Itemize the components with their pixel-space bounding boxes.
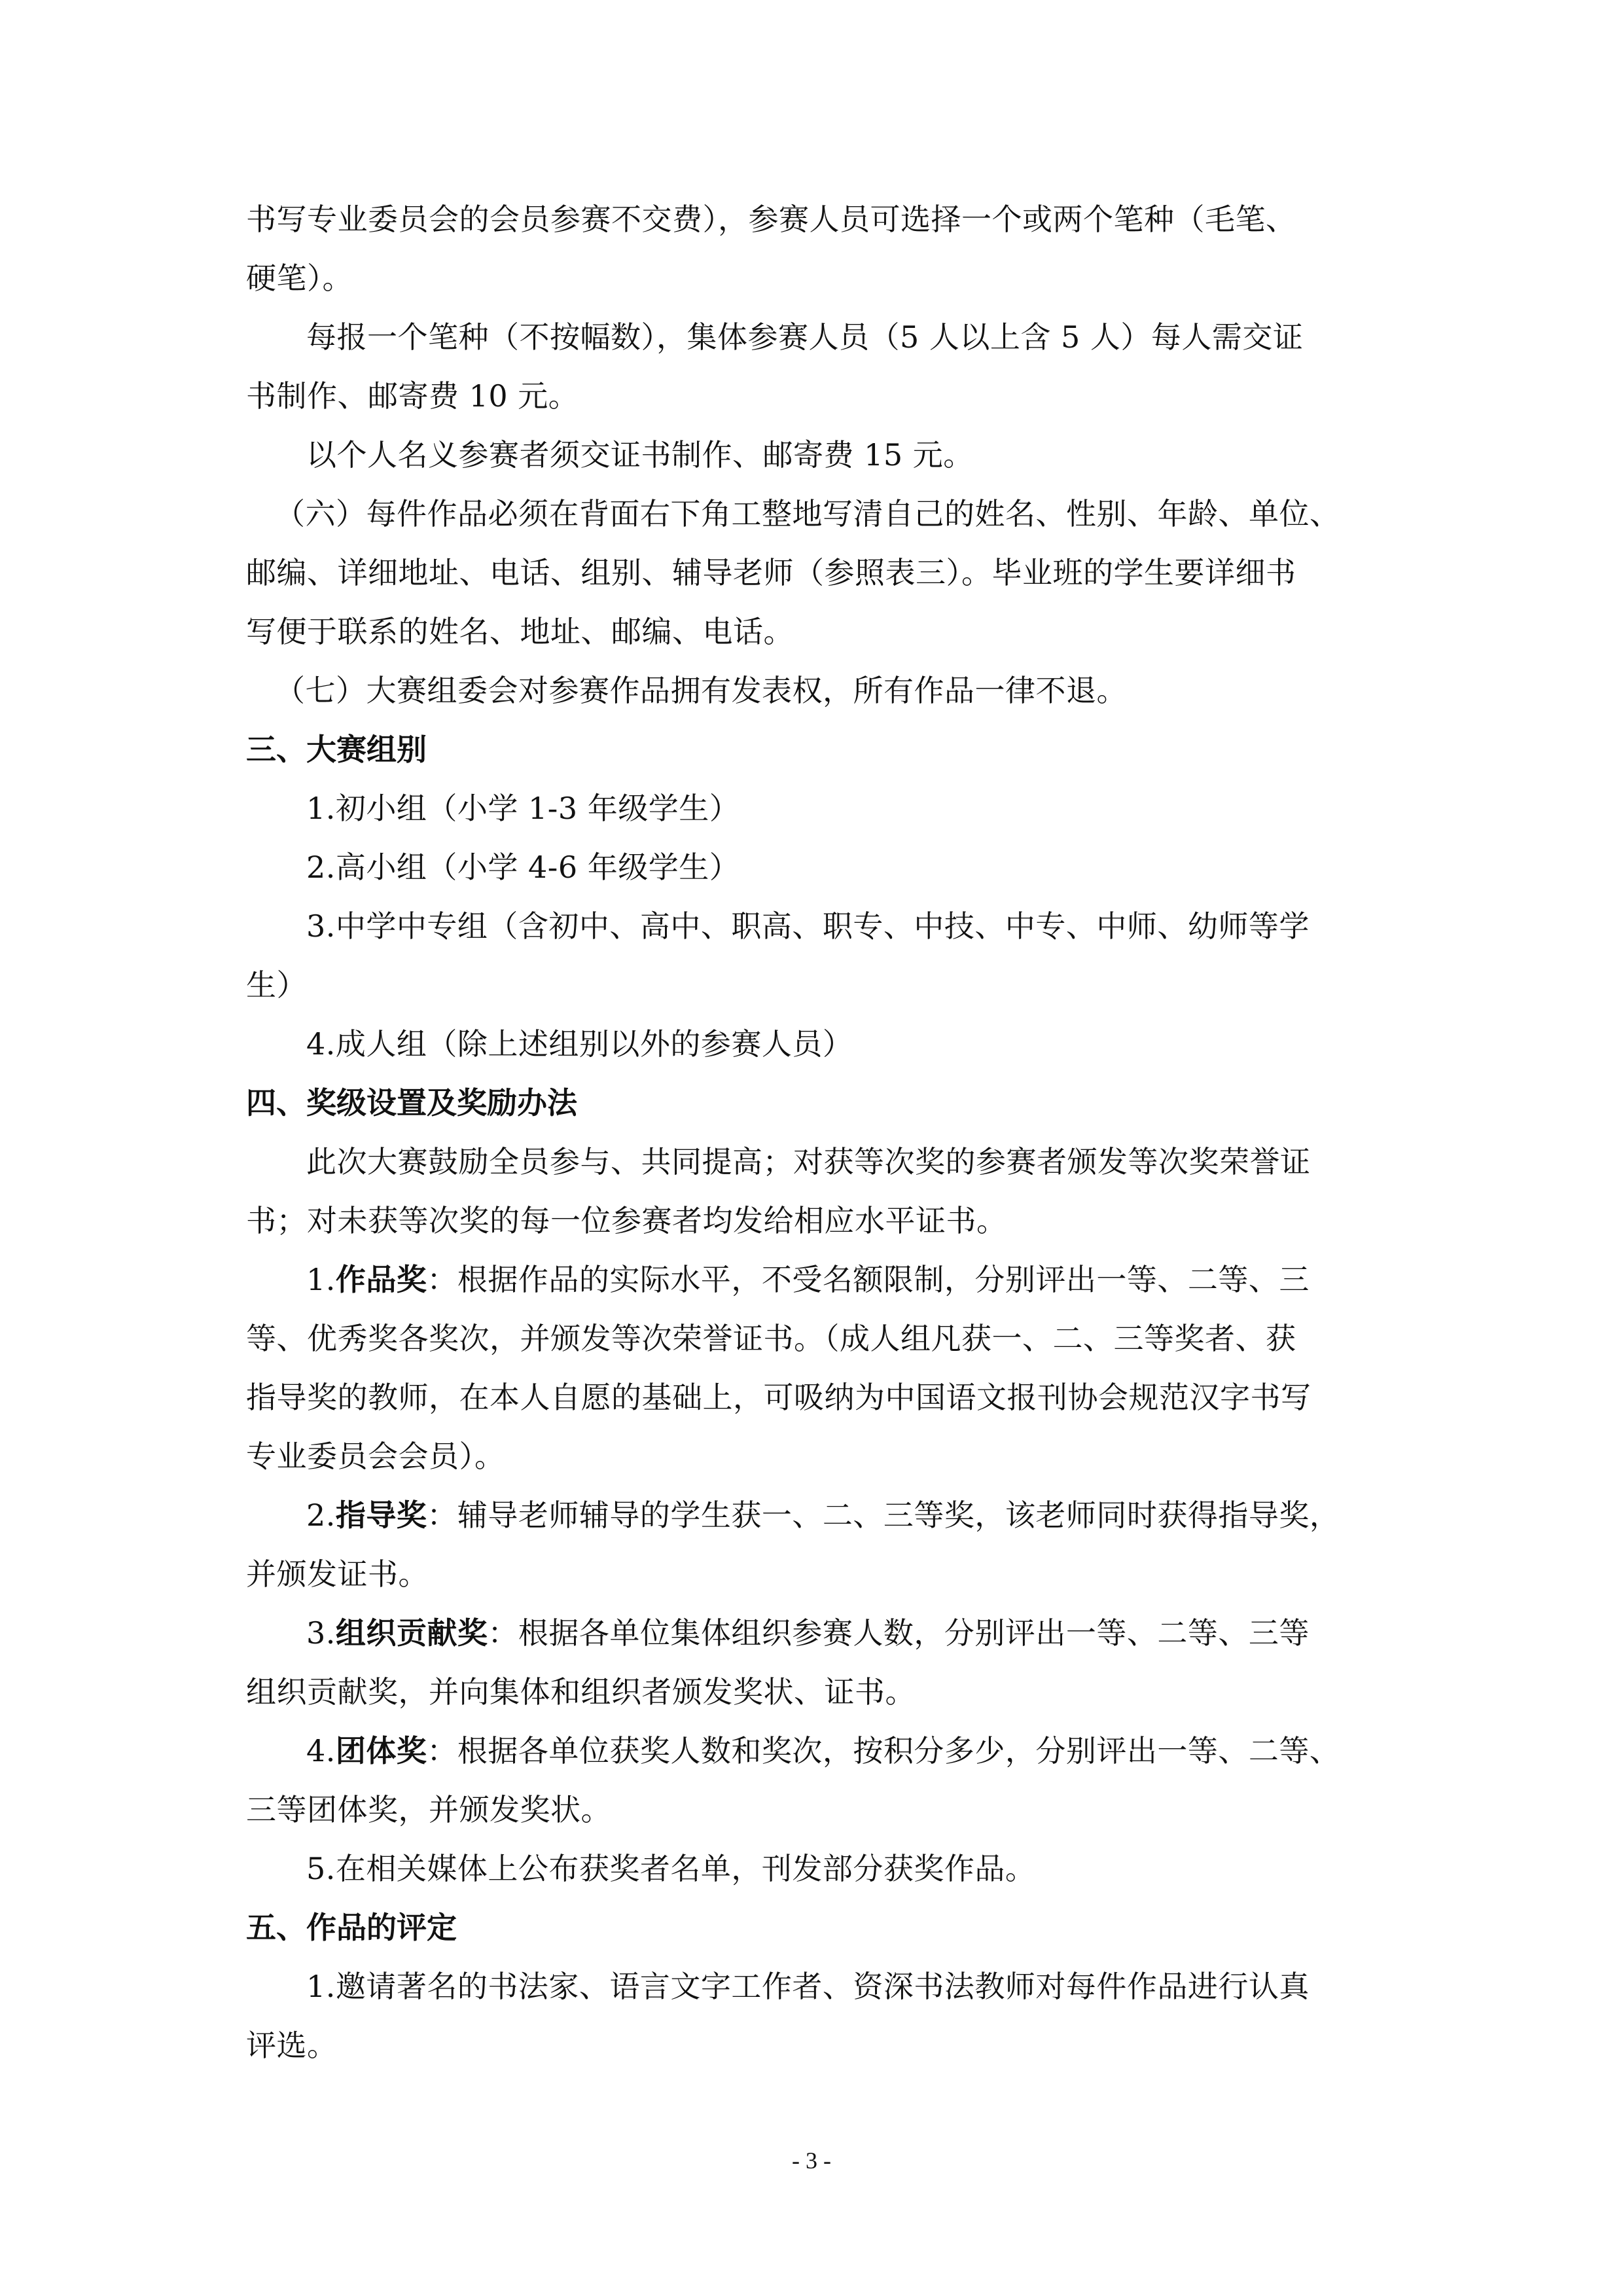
paragraph-line: 1.初小组（小学 1-3 年级学生）: [306, 791, 740, 826]
award-text: ：根据作品的实际水平，不受名额限制，分别评出一等、二等、三: [427, 1262, 1310, 1297]
page-number: - 3 -: [792, 2147, 831, 2174]
paragraph-line: 以个人名义参赛者须交证书制作、邮寄费 15 元。: [306, 437, 974, 473]
section-heading: 五、作品的评定: [246, 1910, 457, 1945]
paragraph-line: 4.成人组（除上述组别以外的参赛人员）: [306, 1026, 853, 1062]
paragraph-line: 书写专业委员会的会员参赛不交费），参赛人员可选择一个或两个笔种（毛笔、: [246, 202, 1296, 237]
item-number: 3.: [306, 1615, 336, 1651]
paragraph-line: [246, 1721, 1393, 1780]
paragraph-line: 评选。: [246, 2028, 338, 2063]
paragraph-line: （七）大赛组委会对参赛作品拥有发表权，所有作品一律不退。: [275, 673, 1127, 708]
paragraph-line: 并颁发证书。: [246, 1556, 429, 1592]
item-number: 2.: [306, 1498, 336, 1533]
award-label: 作品奖: [335, 1262, 427, 1297]
paragraph-line: 每报一个笔种（不按幅数），集体参赛人员（5 人以上含 5 人）每人需交证: [306, 319, 1304, 355]
item-number: 1.: [306, 1262, 336, 1297]
paragraph-line: 写便于联系的姓名、地址、邮编、电话。: [246, 614, 794, 649]
paragraph-line: [246, 1250, 1393, 1309]
award-text: ：根据各单位集体组织参赛人数，分别评出一等、二等、三等: [488, 1615, 1310, 1651]
paragraph-line: 书；对未获等次奖的每一位参赛者均发给相应水平证书。: [246, 1203, 1007, 1238]
award-label: 指导奖: [335, 1498, 427, 1533]
award-text: ：辅导老师辅导的学生获一、二、三等奖，该老师同时获得指导奖，: [427, 1498, 1340, 1533]
paragraph-line: 三等团体奖，并颁发奖状。: [246, 1792, 611, 1827]
award-label: 组织贡献奖: [335, 1615, 488, 1651]
paragraph-line: [246, 1604, 1393, 1662]
paragraph-line: 生）: [246, 967, 307, 1003]
item-number: 4.: [306, 1733, 336, 1768]
paragraph-line: [246, 1486, 1393, 1545]
paragraph-line: 3.中学中专组（含初中、高中、职高、职专、中技、中专、中师、幼师等学: [306, 908, 1310, 944]
award-label: 团体奖: [335, 1733, 427, 1768]
document-body: [246, 190, 1393, 2075]
paragraph-line: 1.邀请著名的书法家、语言文字工作者、资深书法教师对每件作品进行认真: [306, 1969, 1310, 2004]
award-text: ：根据各单位获奖人数和奖次，按积分多少，分别评出一等、二等、: [427, 1733, 1340, 1768]
paragraph-line: 2.高小组（小学 4-6 年级学生）: [306, 850, 740, 885]
paragraph-line: （六）每件作品必须在背面右下角工整地写清自己的姓名、性别、年龄、单位、: [275, 496, 1340, 531]
paragraph-line: 等、优秀奖各奖次，并颁发等次荣誉证书。（成人组凡获一、二、三等奖者、获: [246, 1321, 1296, 1356]
paragraph-line: 此次大赛鼓励全员参与、共同提高；对获等次奖的参赛者颁发等次奖荣誉证: [306, 1144, 1311, 1179]
section-heading: 三、大赛组别: [246, 732, 427, 767]
section-heading: 四、奖级设置及奖励办法: [246, 1085, 577, 1121]
paragraph-line: 邮编、详细地址、电话、组别、辅导老师（参照表三）。毕业班的学生要详细书: [246, 555, 1296, 590]
paragraph-line: 组织贡献奖，并向集体和组织者颁发奖状、证书。: [246, 1674, 916, 1710]
paragraph-line: 书制作、邮寄费 10 元。: [246, 378, 579, 414]
paragraph-line: 专业委员会会员）。: [246, 1439, 505, 1474]
paragraph-line: 硬笔）。: [246, 260, 353, 296]
paragraph-line: 5.在相关媒体上公布获奖者名单，刊发部分获奖作品。: [306, 1851, 1036, 1886]
paragraph-line: 指导奖的教师，在本人自愿的基础上，可吸纳为中国语文报刊协会规范汉字书写: [246, 1380, 1311, 1415]
